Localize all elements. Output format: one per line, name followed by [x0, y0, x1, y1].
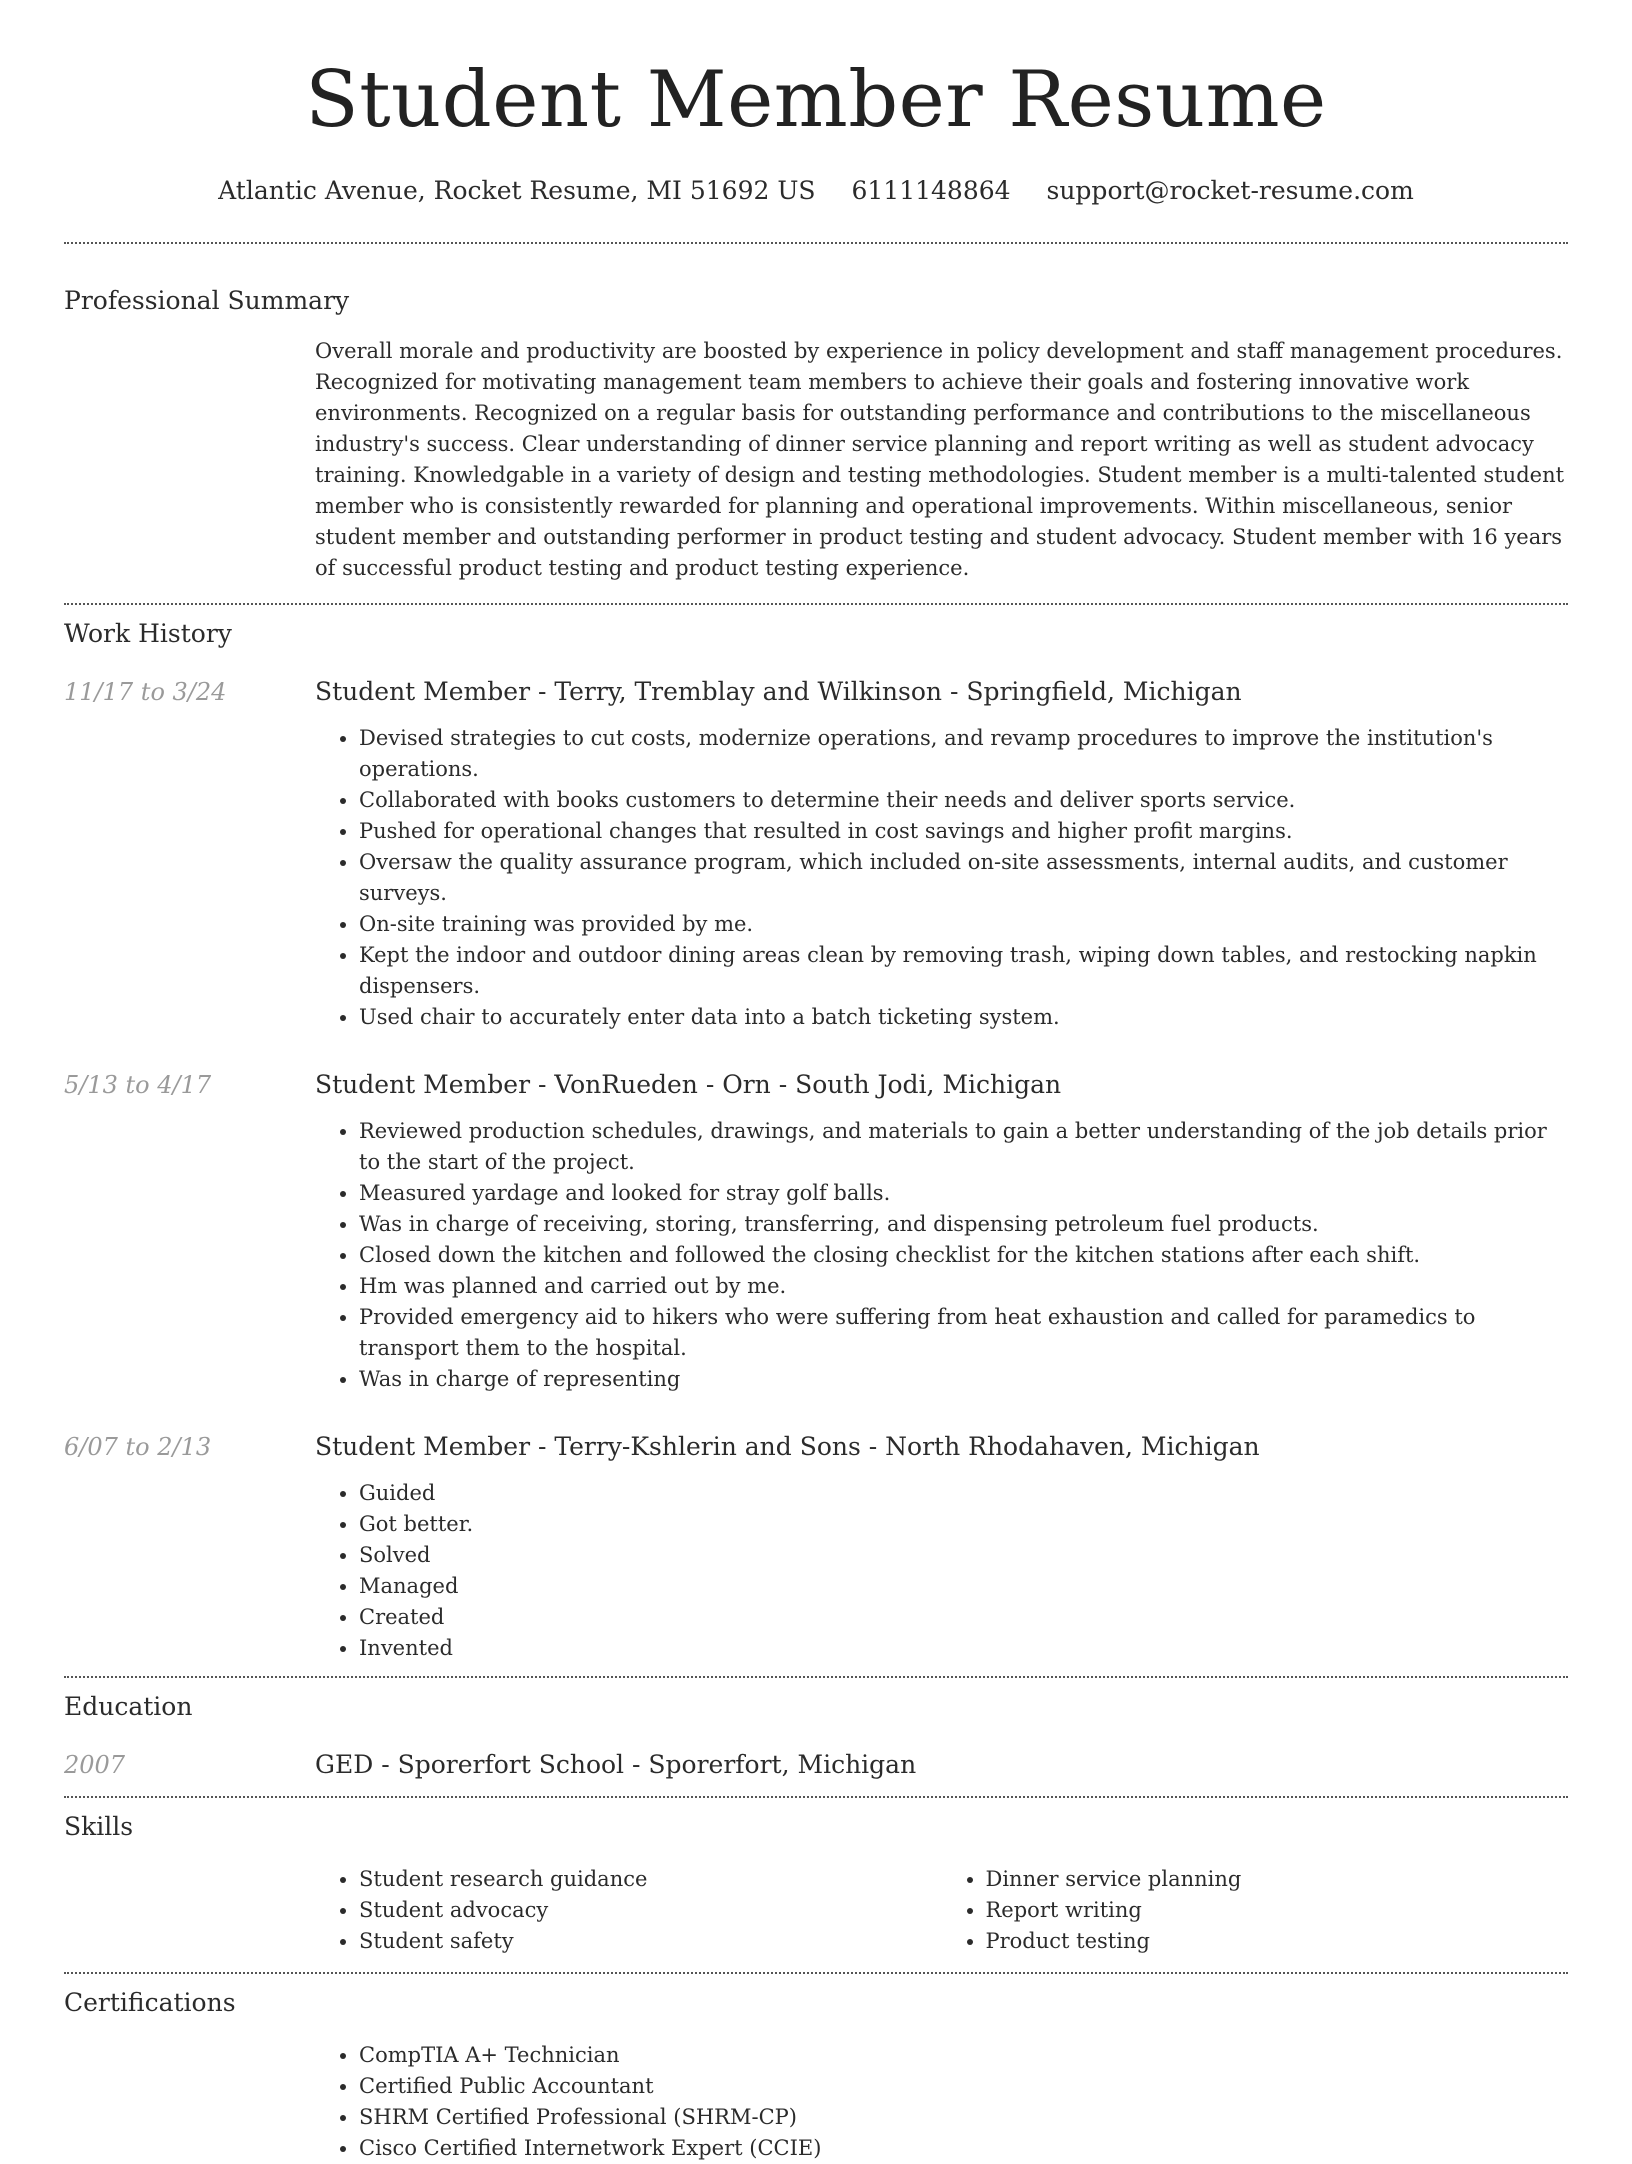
job-dates: 6/07 to 2/13 — [64, 1433, 212, 1461]
contact-address: Atlantic Avenue, Rocket Resume, MI 51692 US — [218, 176, 816, 205]
list-item: • Pushed for operational changes that resulted in cost savings and higher profit margins. — [359, 816, 1568, 847]
list-item: • Provided emergency aid to hikers who were suffering from heat exhaustion and called for paramedics to transport them to the hospital. — [359, 1302, 1568, 1364]
list-item: • Student research guidance — [359, 1864, 942, 1895]
resume-header — [64, 0, 1568, 208]
list-item: • Managed — [359, 1571, 1568, 1602]
job-title: Student Member - VonRueden - Orn - South Jodi, Michigan — [315, 1070, 1062, 1099]
list-item: • Created — [359, 1602, 1568, 1633]
list-item: • Student safety — [359, 1926, 942, 1957]
list-item: • Invented — [359, 1633, 1568, 1664]
job-title: Student Member - Terry-Kshlerin and Sons - North Rhodahaven, Michigan — [315, 1432, 1260, 1461]
skills-section — [64, 1798, 1568, 1957]
skills-list-right — [942, 1864, 1569, 1957]
job-bullets — [315, 723, 1568, 1033]
summary-text: Overall morale and productivity are boosted by experience in policy development and staff management procedures. Recognized for motivating management team members to achieve their goals and fostering innovative work environments. Recognized on a regular basis for outstanding performance and contributions to the miscellaneous industry's success. Clear understanding of dinner service planning and report writing as well as student advocacy training. Knowledgable in a variety of design and testing methodologies. Student member is a multi-talented student member who is consistently rewarded for planning and operational improvements. Within miscellaneous, senior student member and outstanding performer in product testing and student advocacy. Student member with 16 years of successful product testing and product testing experience. — [315, 339, 1565, 580]
list-item: • Guided — [359, 1478, 1568, 1509]
list-item: • Devised strategies to cut costs, modernize operations, and revamp procedures to improve the institution's operations. — [359, 723, 1568, 785]
list-item: • Closed down the kitchen and followed the closing checklist for the kitchen stations after each shift. — [359, 1240, 1568, 1271]
list-item: • Got better. — [359, 1509, 1568, 1540]
education-section — [64, 1678, 1568, 1782]
list-item: • Product testing — [986, 1926, 1569, 1957]
list-item: • Was in charge of representing — [359, 1364, 1568, 1395]
list-item: • Hm was planned and carried out by me. — [359, 1271, 1568, 1302]
list-item: • Student advocacy — [359, 1895, 942, 1926]
list-item: • CompTIA A+ Technician — [359, 2040, 1568, 2071]
skills-heading: Skills — [64, 1812, 134, 1841]
summary-heading: Professional Summary — [64, 286, 350, 315]
job-bullets — [315, 1116, 1568, 1395]
job-dates: 11/17 to 3/24 — [64, 678, 227, 706]
work-history-section — [64, 605, 1568, 1664]
job-entry — [64, 1068, 1568, 1395]
list-item: • Reviewed production schedules, drawings, and materials to gain a better understanding of the job details prior to the start of the project. — [359, 1116, 1568, 1178]
list-item: • Was in charge of receiving, storing, transferring, and dispensing petroleum fuel products. — [359, 1209, 1568, 1240]
job-bullets — [315, 1478, 1568, 1664]
list-item: • Oversaw the quality assurance program, which included on-site assessments, internal audits, and customer surveys. — [359, 847, 1568, 909]
list-item: • On-site training was provided by me. — [359, 909, 1568, 940]
contact-line — [64, 174, 1568, 208]
list-item: • Collaborated with books customers to determine their needs and deliver sports service. — [359, 785, 1568, 816]
list-item: • Dinner service planning — [986, 1864, 1569, 1895]
education-entry — [64, 1748, 1568, 1782]
list-item: • Used chair to accurately enter data into a batch ticketing system. — [359, 1002, 1568, 1033]
job-dates: 5/13 to 4/17 — [64, 1071, 212, 1099]
certifications-section — [64, 1974, 1568, 2164]
list-item: • Certified Public Accountant — [359, 2071, 1568, 2102]
skills-columns — [315, 1864, 1568, 1957]
education-date: 2007 — [64, 1751, 126, 1779]
contact-email: support@rocket-resume.com — [1046, 176, 1414, 205]
job-entry — [64, 1430, 1568, 1664]
list-item: • Cisco Certified Internetwork Expert (CCIE) — [359, 2133, 1568, 2164]
resume-page — [64, 0, 1568, 2164]
list-item: • SHRM Certified Professional (SHRM-CP) — [359, 2102, 1568, 2133]
skills-list-left — [315, 1864, 942, 1957]
list-item: • Measured yardage and looked for stray golf balls. — [359, 1178, 1568, 1209]
summary-section — [64, 244, 1568, 584]
job-entry — [64, 675, 1568, 1033]
education-heading: Education — [64, 1692, 193, 1721]
work-history-heading: Work History — [64, 619, 232, 648]
contact-phone: 6111148864 — [851, 176, 1011, 205]
certifications-heading: Certifications — [64, 1988, 236, 2017]
list-item: • Report writing — [986, 1895, 1569, 1926]
list-item: • Solved — [359, 1540, 1568, 1571]
job-title: Student Member - Terry, Tremblay and Wilkinson - Springfield, Michigan — [315, 677, 1242, 706]
certifications-list — [315, 2040, 1568, 2164]
list-item: • Kept the indoor and outdoor dining areas clean by removing trash, wiping down tables, and restocking napkin dispensers. — [359, 940, 1568, 1002]
education-title: GED - Sporerfort School - Sporerfort, Michigan — [315, 1750, 917, 1779]
resume-title: Student Member Resume — [305, 55, 1327, 145]
